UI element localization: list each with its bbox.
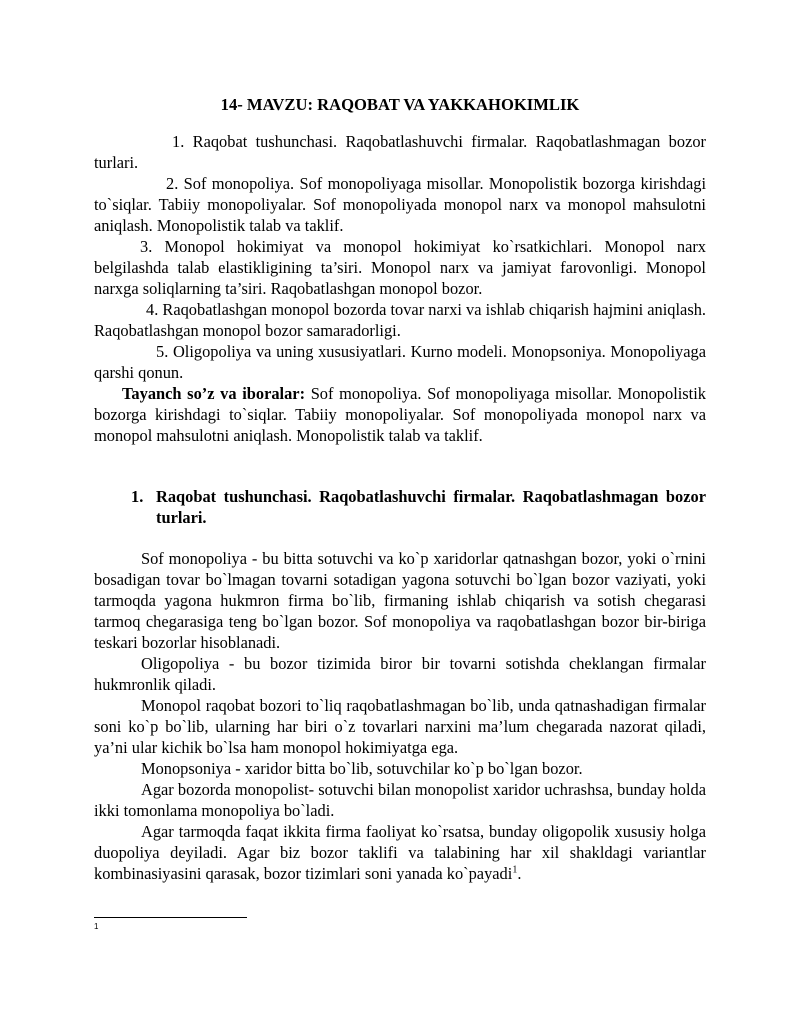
body-text: [94, 548, 706, 884]
keywords-text: Sof monopoliya. Sof monopoliyaga misollar. Monopolistik bozorga kirishdagi to`siqlar. Tabiiy monopoliyalar. Sof monopoliyada monopol narx va monopol mahsulotni aniqlash. Monopolistik talab va taklif.: [94, 384, 706, 445]
topic-item-2: 2. Sof monopoliya. Sof monopoliyaga misollar. Monopolistik bozorga kirishdagi to`siqlar. Tabiiy monopoliyalar. Sof monopoliyada monopol narx va monopol mahsulotni aniqlash. Monopolistik talab va taklif.: [94, 174, 706, 235]
footnote-mark: 1: [94, 922, 99, 931]
topic-item-5: 5. Oligopoliya va uning xususiyatlari. Kurno modeli. Monopsoniya. Monopoliyaga qarshi qonun.: [94, 342, 706, 382]
topic-item-1: 1. Raqobat tushunchasi. Raqobatlashuvchi firmalar. Raqobatlashmagan bozor turlari.: [94, 132, 706, 172]
body-paragraph-6-tail: .: [517, 864, 522, 883]
body-paragraph-6-text: Agar tarmoqda faqat ikkita firma faoliyat ko`rsatsa, bunday oligopolik xususiy holga duopoliya deyiladi. Agar biz bozor taklifi va talabining har xil shakldagi variantlar kombinasiyasini qarasak, bozor tizimlari soni yanada ko`payadi: [94, 822, 706, 883]
keywords-paragraph: [94, 383, 706, 446]
topic-item-3: 3. Monopol hokimiyat va monopol hokimiyat ko`rsatkichlari. Monopol narx belgilashda talab elastikligining ta’siri. Monopol narx va jamiyat farovonligi. Monopol narxga soliqlarning ta’siri. Raqobatlashgan monopol bozor.: [94, 237, 706, 298]
page-title: 14- MAVZU: RAQOBAT VA YAKKAHOKIMLIK: [220, 95, 580, 114]
section-number: 1.: [131, 487, 144, 506]
body-paragraph-5: Agar bozorda monopolist- sotuvchi bilan monopolist xaridor uchrashsa, bunday holda ikki tomonlama monopoliya bo`ladi.: [94, 780, 706, 820]
section-heading: [131, 486, 706, 528]
topic-list: [94, 131, 706, 446]
footnote-divider: [94, 917, 247, 918]
footnote-reference[interactable]: 1: [512, 864, 518, 876]
keywords-label: Tayanch so’z va iboralar:: [122, 384, 306, 403]
body-paragraph-3: Monopol raqobat bozori to`liq raqobatlashmagan bo`lib, unda qatnashadigan firmalar soni ko`p bo`lib, ularning har biri o`z tovarlari narxini ma’lum chegarada nazorat qiladi, ya’ni ular kichik bo`lsa ham monopol hokimiyatga ega.: [94, 696, 706, 757]
topic-item-4: 4. Raqobatlashgan monopol bozorda tovar narxi va ishlab chiqarish hajmini aniqlash. Raqobatlashgan monopol bozor samaradorligi.: [94, 300, 706, 340]
body-paragraph-6: [94, 821, 706, 884]
body-paragraph-1: Sof monopoliya - bu bitta sotuvchi va ko`p xaridorlar qatnashgan bozor, yoki o`rnini bosadigan tovar bo`lmagan tovarni sotadigan yagona sotuvchi bo`lgan bozor vaziyati, yoki tarmoqda yagona hukmron firma bo`lib, firmaning ishlab chiqarish va sotish chegarasi tarmoq chegarasiga teng bo`lgan bozor. Sof monopoliya va raqobatlashgan bozor bir-biriga teskari bozorlar hisoblanadi.: [94, 549, 706, 652]
body-paragraph-2: Oligopoliya - bu bozor tizimida biror bir tovarni sotishda cheklangan firmalar hukmronlik qiladi.: [94, 654, 706, 694]
section-heading-text: Raqobat tushunchasi. Raqobatlashuvchi firmalar. Raqobatlashmagan bozor turlari.: [156, 487, 706, 527]
body-paragraph-4: Monopsoniya - xaridor bitta bo`lib, sotuvchilar ko`p bo`lgan bozor.: [141, 759, 583, 778]
